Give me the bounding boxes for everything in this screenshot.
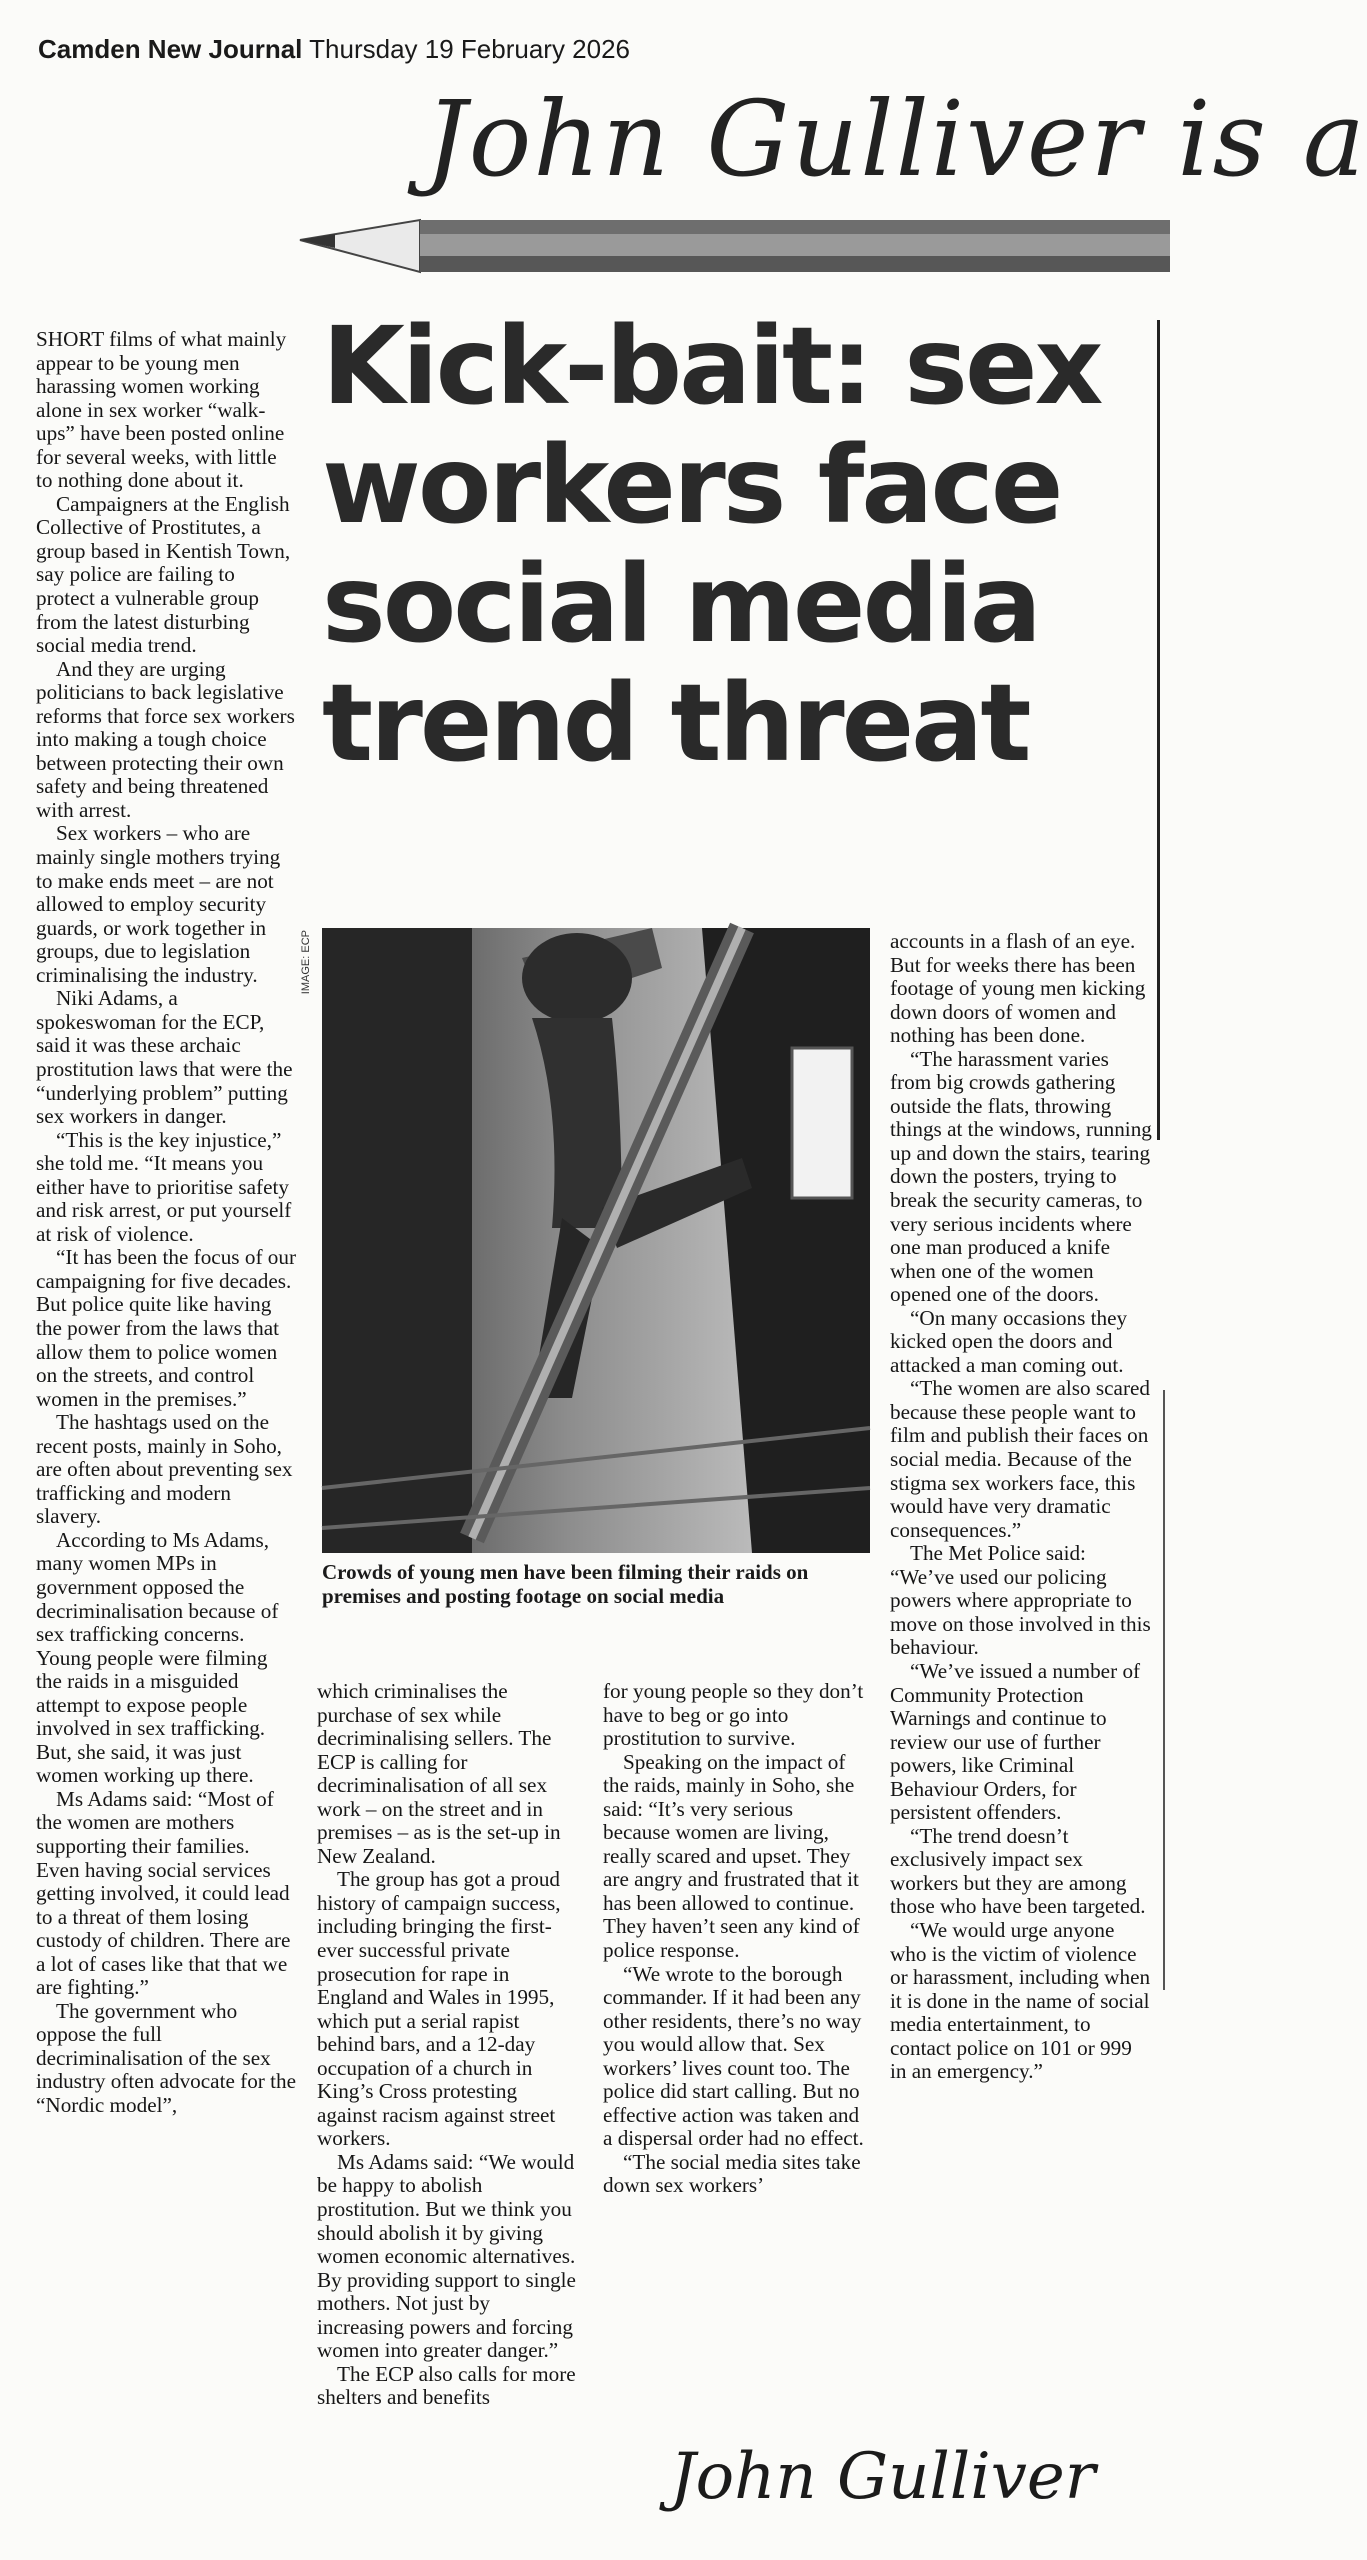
paragraph: “The social media sites take down sex workers’ (603, 2149, 861, 2198)
paragraph: SHORT films of what mainly appear to be young men harassing women working alone in sex worker “walk-ups” have been posted online for several weeks, with little to nothing done about it. (36, 327, 287, 493)
paragraph: Sex workers – who are mainly single mothers trying to make ends meet – are not allowed to employ security guards, or work together in groups, due to legislation criminalising the industry. (36, 821, 281, 987)
paragraph: Niki Adams, a spokeswoman for the ECP, said it was these archaic prostitution laws that were the “underlying problem” putting sex workers in danger. (36, 986, 293, 1129)
paragraph: The group has got a proud history of campaign success, including bringing the first-ever successful private prosecution for rape in England and Wales in 1995, which put a serial rapist behind bars, and a 12-day occupation of a church in King’s Cross protesting against racism against street workers. (317, 1867, 561, 2151)
column-rule (1157, 320, 1160, 1140)
article-column-3 (603, 1680, 865, 2198)
photo-credit: IMAGE: ECP (300, 930, 312, 995)
pencil-graphic (0, 210, 1170, 290)
headline: Kick-bait: sex workers face social media trend threat (322, 305, 1101, 786)
article-column-1 (36, 328, 298, 2118)
masthead-line (38, 34, 630, 65)
paragraph: which criminalises the purchase of sex while decriminalising sellers. The ECP is calling for decriminalisation of all sex work – on the street and in premises – as is the set-up in New Zealand. (317, 1679, 561, 1868)
paragraph: According to Ms Adams, many women MPs in government opposed the decriminalisation because of sex trafficking concerns. Young people were filming the raids in a misguided attempt to expose people involved in sex trafficking. But, she said, it was just women working up there. (36, 1527, 279, 1788)
issue-date: Thursday 19 February 2026 (309, 34, 631, 64)
paragraph: The Met Police said: “We’ve used our policing powers where appropriate to move on those involved in this behaviour. (890, 1541, 1151, 1660)
newspaper-name: Camden New Journal (38, 34, 303, 64)
paragraph: Campaigners at the English Collective of Prostitutes, a group based in Kentish Town, say police are failing to protect a vulnerable group from the latest disturbing social media trend. (36, 491, 291, 658)
photo-caption: Crowds of young men have been filming their raids on premises and posting footage on social media (322, 1560, 809, 1608)
paragraph: “We’ve issued a number of Community Protection Warnings and continue to review our use of further powers, like Criminal Behaviour Orders, for persistent offenders. (890, 1658, 1141, 1825)
article-photo (322, 928, 870, 1553)
article-column-4 (890, 930, 1152, 2084)
paragraph: “The harassment varies from big crowds gathering outside the flats, throwing things at the windows, running up and down the stairs, tearing down the posters, trying to break the security cameras, to very serious incidents where one man produced a knife when one of the women opened one of the doors. (890, 1046, 1152, 1307)
paragraph: “We wrote to the borough commander. If it had been any other residents, there’s no way you would allow that. Sex workers’ lives count too. The police did start calling. But no effective action was taken and a dispersal order had no effect. (603, 1961, 864, 2151)
paragraph: “This is the key injustice,” she told me. “It means you either have to prioritise safety and risk arrest, or put yourself at risk of violence. (36, 1127, 292, 1246)
column-rule (1163, 1390, 1165, 1990)
paragraph: accounts in a flash of an eye. But for weeks there has been footage of young men kicking down doors of women and nothing has been done. (890, 929, 1146, 1048)
paragraph: The government who oppose the full decriminalisation of the sex industry often advocate for the “Nordic model”, (36, 1998, 297, 2118)
paragraph: “The women are also scared because these people want to film and publish their faces on social media. Because of the stigma sex workers face, this would have very dramatic consequences.” (890, 1376, 1151, 1542)
paragraph: Speaking on the impact of the raids, mainly in Soho, she said: “It’s very serious because women are living, really scared and upset. They are angry and frustrated that it has been allowed to continue. They haven’t seen any kind of police response. (603, 1749, 860, 1963)
paragraph: Ms Adams said: “We would be happy to abolish prostitution. But we think you should abolish it by giving women economic alternatives. By providing support to single mothers. Not just by increasing powers and forcing women into greater danger.” (317, 2149, 576, 2363)
paragraph: Ms Adams said: “Most of the women are mothers supporting their families. Even having social services getting involved, it could lead to a threat of them losing custody of children. There are a lot of cases like that that we are fighting.” (36, 1786, 291, 2000)
article-column-2 (317, 1680, 579, 2410)
paragraph: “It has been the focus of our campaigning for five decades. But police quite like having the power from the laws that allow them to police women on the streets, and control women in the premises.” (36, 1245, 297, 1411)
paragraph: “The trend doesn’t exclusively impact sex workers but they are among those who have been targeted. (890, 1823, 1146, 1919)
paragraph: The hashtags used on the recent posts, mainly in Soho, are often about preventing sex trafficking and modern slavery. (36, 1410, 293, 1529)
paragraph: “We would urge anyone who is the victim of violence or harassment, including when it is done in the name of social media entertainment, to contact police on 101 or 999 in an emergency.” (890, 1917, 1151, 2084)
author-signature: John Gulliver (670, 2440, 1096, 2514)
column-banner: John Gulliver is a (425, 78, 1367, 200)
paragraph: “On many occasions they kicked open the doors and attacked a man coming out. (890, 1305, 1128, 1377)
paragraph: for young people so they don’t have to beg or go into prostitution to survive. (603, 1679, 864, 1751)
paragraph: And they are urging politicians to back legislative reforms that force sex workers into making a tough choice between protecting their own safety and being threatened with arrest. (36, 656, 295, 822)
paragraph: The ECP also calls for more shelters and benefits (317, 2361, 576, 2410)
